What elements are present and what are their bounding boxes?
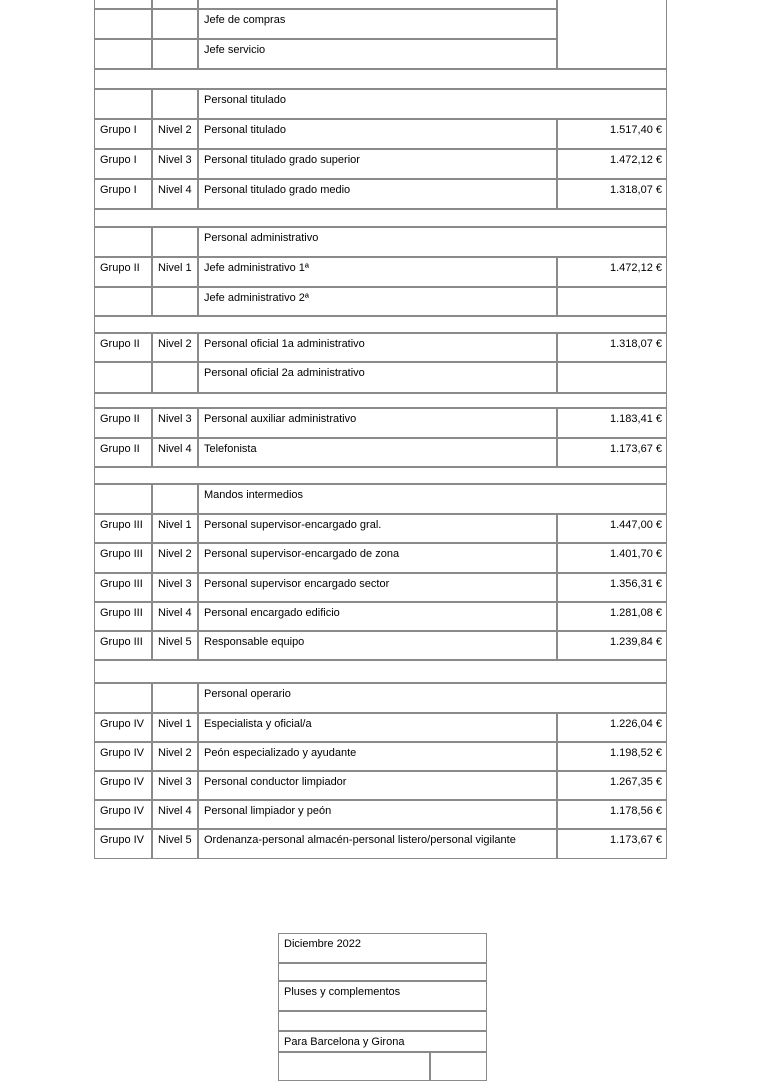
table-row <box>278 1011 487 1031</box>
table-row <box>94 829 667 859</box>
spacer-row <box>94 393 667 408</box>
amount-cell: 1.517,40 € <box>557 119 667 149</box>
nivel-cell: Nivel 4 <box>152 800 198 829</box>
grupo-cell <box>94 0 152 9</box>
nivel-cell: Nivel 4 <box>152 179 198 209</box>
spacer-cell <box>94 69 667 89</box>
amount-cell: 1.173,67 € <box>557 829 667 859</box>
amount-cell: 1.173,67 € <box>557 438 667 467</box>
grupo-cell <box>94 227 152 257</box>
spacer-cell <box>94 209 667 227</box>
grupo-cell: Grupo IV <box>94 742 152 771</box>
desc-cell: Jefe de compras <box>198 9 557 39</box>
section-header-row <box>94 227 667 257</box>
amount-cell: 1.356,31 € <box>557 573 667 602</box>
desc-cell: Ordenanza-personal almacén-personal listero/personal vigilante <box>198 829 557 859</box>
amount-cell: 1.318,07 € <box>557 333 667 362</box>
amount-cell: 1.198,52 € <box>557 742 667 771</box>
amount-cell: 1.318,07 € <box>557 179 667 209</box>
grupo-cell: Grupo II <box>94 257 152 287</box>
section-header-row <box>94 683 667 713</box>
amount-cell <box>557 362 667 393</box>
amount-cell: 1.183,41 € <box>557 408 667 438</box>
grupo-cell: Grupo III <box>94 602 152 631</box>
grupo-cell <box>94 362 152 393</box>
nivel-cell <box>152 362 198 393</box>
nivel-cell: Nivel 3 <box>152 408 198 438</box>
table-row <box>94 149 667 179</box>
table-row <box>94 514 667 543</box>
grupo-cell: Grupo IV <box>94 829 152 859</box>
nivel-cell: Nivel 1 <box>152 713 198 742</box>
nivel-cell <box>152 89 198 119</box>
desc-cell: Personal titulado <box>198 119 557 149</box>
grupo-cell: Grupo I <box>94 149 152 179</box>
amount-cell: 1.472,12 € <box>557 257 667 287</box>
amount-cell: 1.281,08 € <box>557 602 667 631</box>
spacer-row <box>94 467 667 484</box>
grupo-cell <box>94 39 152 69</box>
grupo-cell: Grupo I <box>94 119 152 149</box>
spacer-cell <box>94 660 667 683</box>
desc-cell: Jefe servicio <box>198 39 557 69</box>
nivel-cell: Nivel 4 <box>152 438 198 467</box>
nivel-cell: Nivel 1 <box>152 257 198 287</box>
nivel-cell: Nivel 3 <box>152 149 198 179</box>
table-row <box>278 1031 487 1052</box>
table-row <box>94 287 667 316</box>
spacer-row <box>94 69 667 89</box>
nivel-cell <box>152 287 198 316</box>
table-row <box>94 543 667 573</box>
value-cell <box>430 1052 487 1081</box>
table-row <box>94 408 667 438</box>
table-row <box>94 771 667 800</box>
desc-cell: Peón especializado y ayudante <box>198 742 557 771</box>
desc-cell: Jefe administrativo 2ª <box>198 287 557 316</box>
pluses-table-body <box>278 933 487 1081</box>
table-row <box>94 602 667 631</box>
nivel-cell: Nivel 1 <box>152 514 198 543</box>
nivel-cell <box>152 39 198 69</box>
label-cell <box>278 963 487 981</box>
amount-cell: 1.178,56 € <box>557 800 667 829</box>
grupo-cell: Grupo I <box>94 179 152 209</box>
desc-cell: Personal limpiador y peón <box>198 800 557 829</box>
salary-table-body <box>94 0 667 859</box>
nivel-cell <box>152 683 198 713</box>
nivel-cell: Nivel 4 <box>152 602 198 631</box>
desc-cell: Personal oficial 2a administrativo <box>198 362 557 393</box>
desc-cell: Personal titulado grado superior <box>198 149 557 179</box>
table-row <box>94 257 667 287</box>
table-row <box>94 631 667 660</box>
table-row <box>94 713 667 742</box>
label-cell <box>278 1011 487 1031</box>
desc-cell: Personal supervisor-encargado de zona <box>198 543 557 573</box>
desc-cell: Responsable equipo <box>198 631 557 660</box>
grupo-cell: Grupo IV <box>94 800 152 829</box>
desc-cell: Personal encargado edificio <box>198 602 557 631</box>
table-row <box>94 119 667 149</box>
grupo-cell: Grupo III <box>94 514 152 543</box>
amount-cell: 1.239,84 € <box>557 631 667 660</box>
spacer-cell <box>94 393 667 408</box>
section-title-cell: Personal titulado <box>198 89 667 119</box>
section-header-row <box>94 484 667 514</box>
amount-cell <box>557 287 667 316</box>
nivel-cell <box>152 227 198 257</box>
label-cell: Para Barcelona y Girona <box>278 1031 487 1052</box>
grupo-cell: Grupo III <box>94 543 152 573</box>
grupo-cell: Grupo II <box>94 438 152 467</box>
grupo-cell: Grupo III <box>94 631 152 660</box>
grupo-cell <box>94 683 152 713</box>
nivel-cell <box>152 484 198 514</box>
table-row <box>94 800 667 829</box>
section-title-cell: Personal operario <box>198 683 667 713</box>
grupo-cell: Grupo IV <box>94 771 152 800</box>
nivel-cell: Nivel 2 <box>152 543 198 573</box>
table-row <box>94 573 667 602</box>
desc-cell: Personal supervisor-encargado gral. <box>198 514 557 543</box>
amount-cell: 1.267,35 € <box>557 771 667 800</box>
table-row <box>278 933 487 963</box>
table-row <box>94 438 667 467</box>
spacer-row <box>94 660 667 683</box>
spacer-cell <box>94 316 667 333</box>
nivel-cell <box>152 9 198 39</box>
grupo-cell <box>94 9 152 39</box>
spacer-row <box>94 209 667 227</box>
spacer-row <box>94 316 667 333</box>
desc-cell: Personal auxiliar administrativo <box>198 408 557 438</box>
desc-cell <box>198 0 557 9</box>
table-row <box>94 362 667 393</box>
nivel-cell: Nivel 3 <box>152 771 198 800</box>
amount-cell: 1.226,04 € <box>557 713 667 742</box>
spacer-cell <box>94 467 667 484</box>
amount-cell: 1.401,70 € <box>557 543 667 573</box>
nivel-cell: Nivel 2 <box>152 119 198 149</box>
nivel-cell: Nivel 5 <box>152 829 198 859</box>
grupo-cell: Grupo II <box>94 333 152 362</box>
table-row <box>278 963 487 981</box>
desc-cell: Jefe administrativo 1ª <box>198 257 557 287</box>
nivel-cell: Nivel 5 <box>152 631 198 660</box>
desc-cell: Personal supervisor encargado sector <box>198 573 557 602</box>
nivel-cell: Nivel 2 <box>152 333 198 362</box>
nivel-cell <box>152 0 198 9</box>
amount-cell: 1.447,00 € <box>557 514 667 543</box>
section-header-row <box>94 89 667 119</box>
label-cell: Diciembre 2022 <box>278 933 487 963</box>
table-row <box>278 981 487 1011</box>
amount-cell-merged <box>557 0 667 69</box>
grupo-cell: Grupo IV <box>94 713 152 742</box>
desc-cell: Especialista y oficial/a <box>198 713 557 742</box>
nivel-cell: Nivel 2 <box>152 742 198 771</box>
section-title-cell: Personal administrativo <box>198 227 667 257</box>
nivel-cell: Nivel 3 <box>152 573 198 602</box>
desc-cell: Personal conductor limpiador <box>198 771 557 800</box>
pluses-table <box>278 933 487 1081</box>
desc-cell: Personal titulado grado medio <box>198 179 557 209</box>
desc-cell: Telefonista <box>198 438 557 467</box>
label-cell: Pluses y complementos <box>278 981 487 1011</box>
desc-cell: Personal oficial 1a administrativo <box>198 333 557 362</box>
grupo-cell: Grupo III <box>94 573 152 602</box>
label-cell <box>278 1052 430 1081</box>
grupo-cell <box>94 287 152 316</box>
grupo-cell <box>94 89 152 119</box>
section-title-cell: Mandos intermedios <box>198 484 667 514</box>
cut-top-row <box>94 0 667 9</box>
table-row <box>94 742 667 771</box>
salary-table <box>94 0 667 859</box>
table-row <box>94 179 667 209</box>
grupo-cell <box>94 484 152 514</box>
amount-cell: 1.472,12 € <box>557 149 667 179</box>
table-row <box>94 333 667 362</box>
cut-bottom-row <box>278 1052 487 1081</box>
grupo-cell: Grupo II <box>94 408 152 438</box>
